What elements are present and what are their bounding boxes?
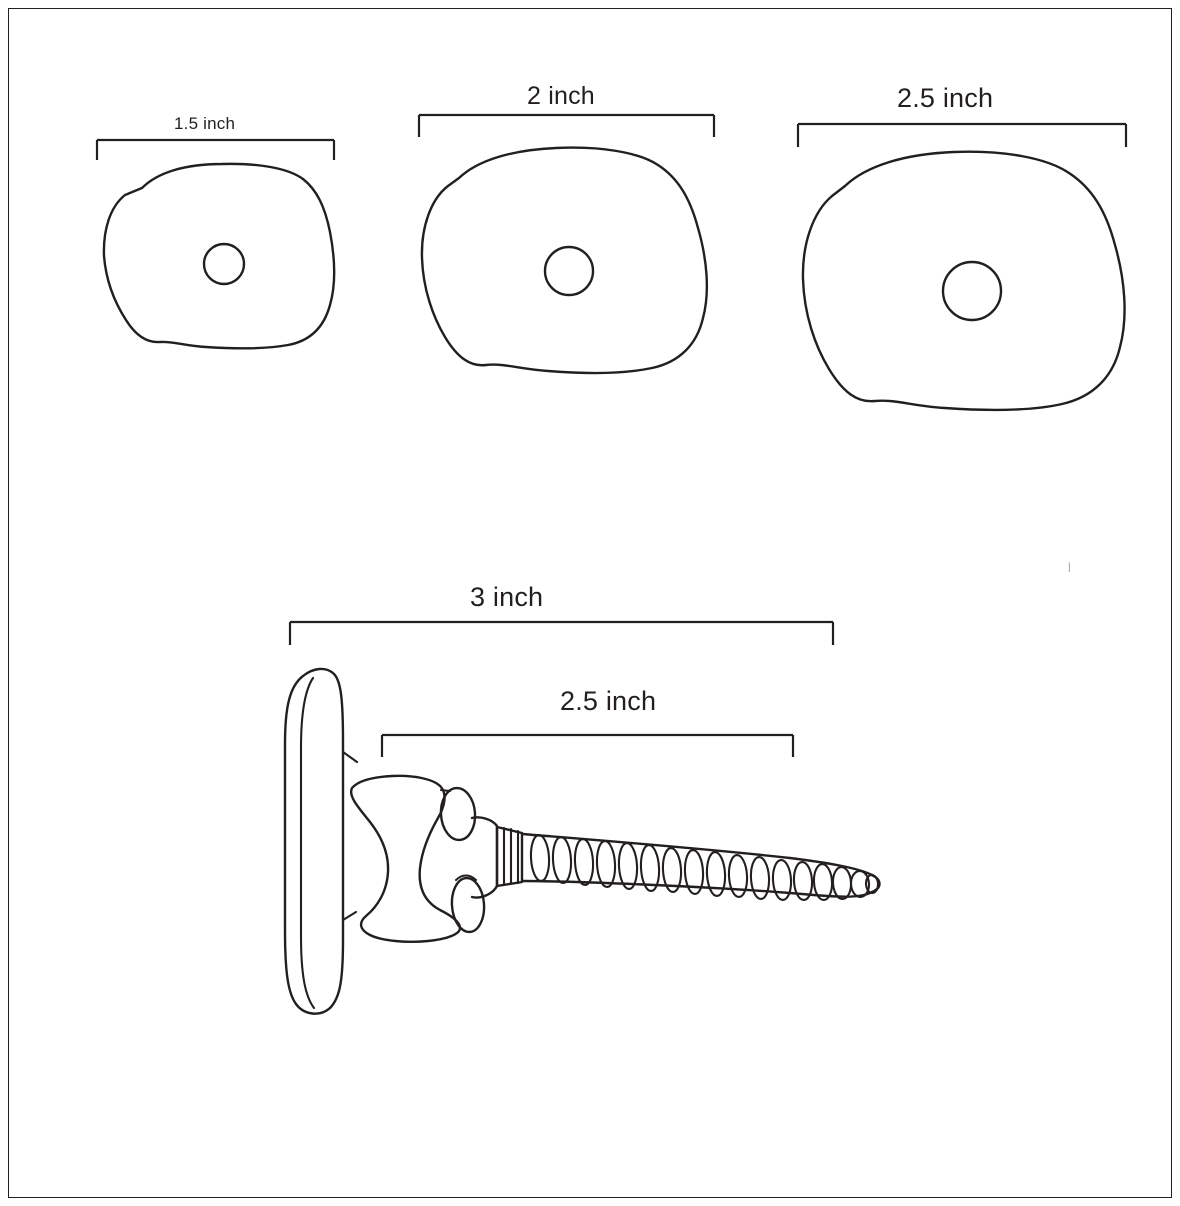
diagram-border bbox=[8, 8, 1172, 1198]
dimension-label-3inch: 3 inch bbox=[470, 582, 544, 612]
dimension-label-2.5inch-top: 2.5 inch bbox=[897, 83, 994, 113]
stray-mark: | bbox=[1068, 562, 1071, 573]
dimension-label-1.5inch: 1.5 inch bbox=[174, 114, 236, 133]
dimension-label-2inch: 2 inch bbox=[527, 82, 595, 110]
dimension-label-2.5inch-bottom: 2.5 inch bbox=[560, 686, 657, 716]
